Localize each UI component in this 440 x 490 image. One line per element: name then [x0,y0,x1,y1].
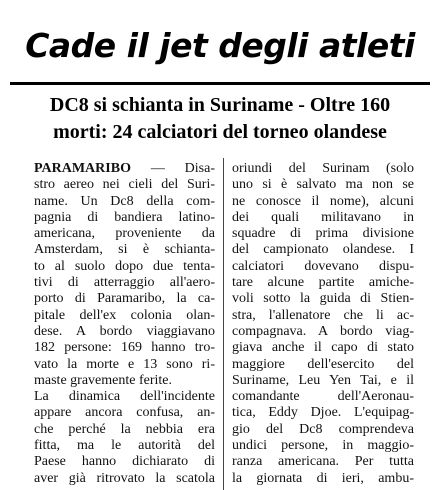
right-column-line: ranza americana. Per tutta [232,454,414,470]
right-column-line: uno si è salvato ma non se [232,177,414,193]
right-column-line: Suriname, Leu Yen Tai, e il [232,372,414,388]
right-column-line: dei quali militavano in [232,209,414,225]
column-divider [223,158,224,490]
dateline: PARAMARIBO [34,161,131,176]
left-column-line: name. Un Dc8 della com- [34,193,215,209]
right-column [232,161,414,487]
right-column-line: squadre di prima divisione [232,226,414,242]
right-column-line: tica, Eddy Djoe. L'equipag- [232,405,414,421]
headline: Cade il jet degli atleti [25,26,415,65]
subheadline-line-2: morti: 24 calciatori del torneo olandese [53,121,387,143]
left-column-line-text: — Disa- [130,161,215,176]
right-column-line: calciatori dovevano dispu- [232,258,414,274]
right-column-line: la giornata di ieri, ambu- [232,470,414,486]
left-column-line: tivi di atterraggio all'aero- [34,275,215,291]
left-column-line: porto di Paramaribo, la ca- [34,291,215,307]
left-column [34,161,215,487]
left-column-line: to al suolo dopo due tenta- [34,258,215,274]
right-column-line: comandante dell'Aeronau- [232,389,414,405]
left-column-line [34,161,215,177]
right-column-line: undici persone, in maggio- [232,438,414,454]
left-column-line: dese. A bordo viaggiavano [34,323,215,339]
left-column-line: pagnia di bandiera latino- [34,209,215,225]
left-column-line: pitale dell'ex colonia olan- [34,307,215,323]
left-column-line: americana, proveniente da [34,226,215,242]
left-column-line: Amsterdam, si è schianta- [34,242,215,258]
left-column-line: stro aereo nei cieli del Suri- [34,177,215,193]
right-column-line: tare alcune partite amiche- [232,275,414,291]
headline-rule [10,82,430,85]
right-column-line: del campionato olandese. I [232,242,414,258]
right-column-line: ne conosce il nome), alcuni [232,193,414,209]
right-column-line: compagnava. A bordo viag- [232,323,414,339]
subheadline [0,92,440,146]
left-column-line: maste gravemente ferite. [34,372,172,388]
left-column-line: appare ancora confusa, an- [34,405,215,421]
right-column-line: voli sotto la guida di Stien- [232,291,414,307]
right-column-line: oriundi del Surinam (solo [232,161,414,176]
left-column-line: La dinamica dell'incidente [34,389,215,405]
left-column-line: Paese hanno dichiarato di [34,454,215,470]
right-column-line: giava anche il capo di stato [232,340,414,356]
right-column-line: stra, l'allenatore che li ac- [232,307,414,323]
right-column-line: maggiore dell'esercito del [232,356,414,372]
left-column-line: fitta, ma le autorità del [34,438,215,454]
subheadline-line-1: DC8 si schianta in Suriname - Oltre 160 [49,94,391,116]
left-column-line: vato la morte e 13 sono ri- [34,356,215,372]
left-column-line: aver già ritrovato la scatola [34,470,215,486]
left-column-line: 182 persone: 169 hanno tro- [34,340,215,356]
right-column-line: gio del Dc8 comprendeva [232,421,414,437]
left-column-line: che perché la nebbia era [34,421,215,437]
